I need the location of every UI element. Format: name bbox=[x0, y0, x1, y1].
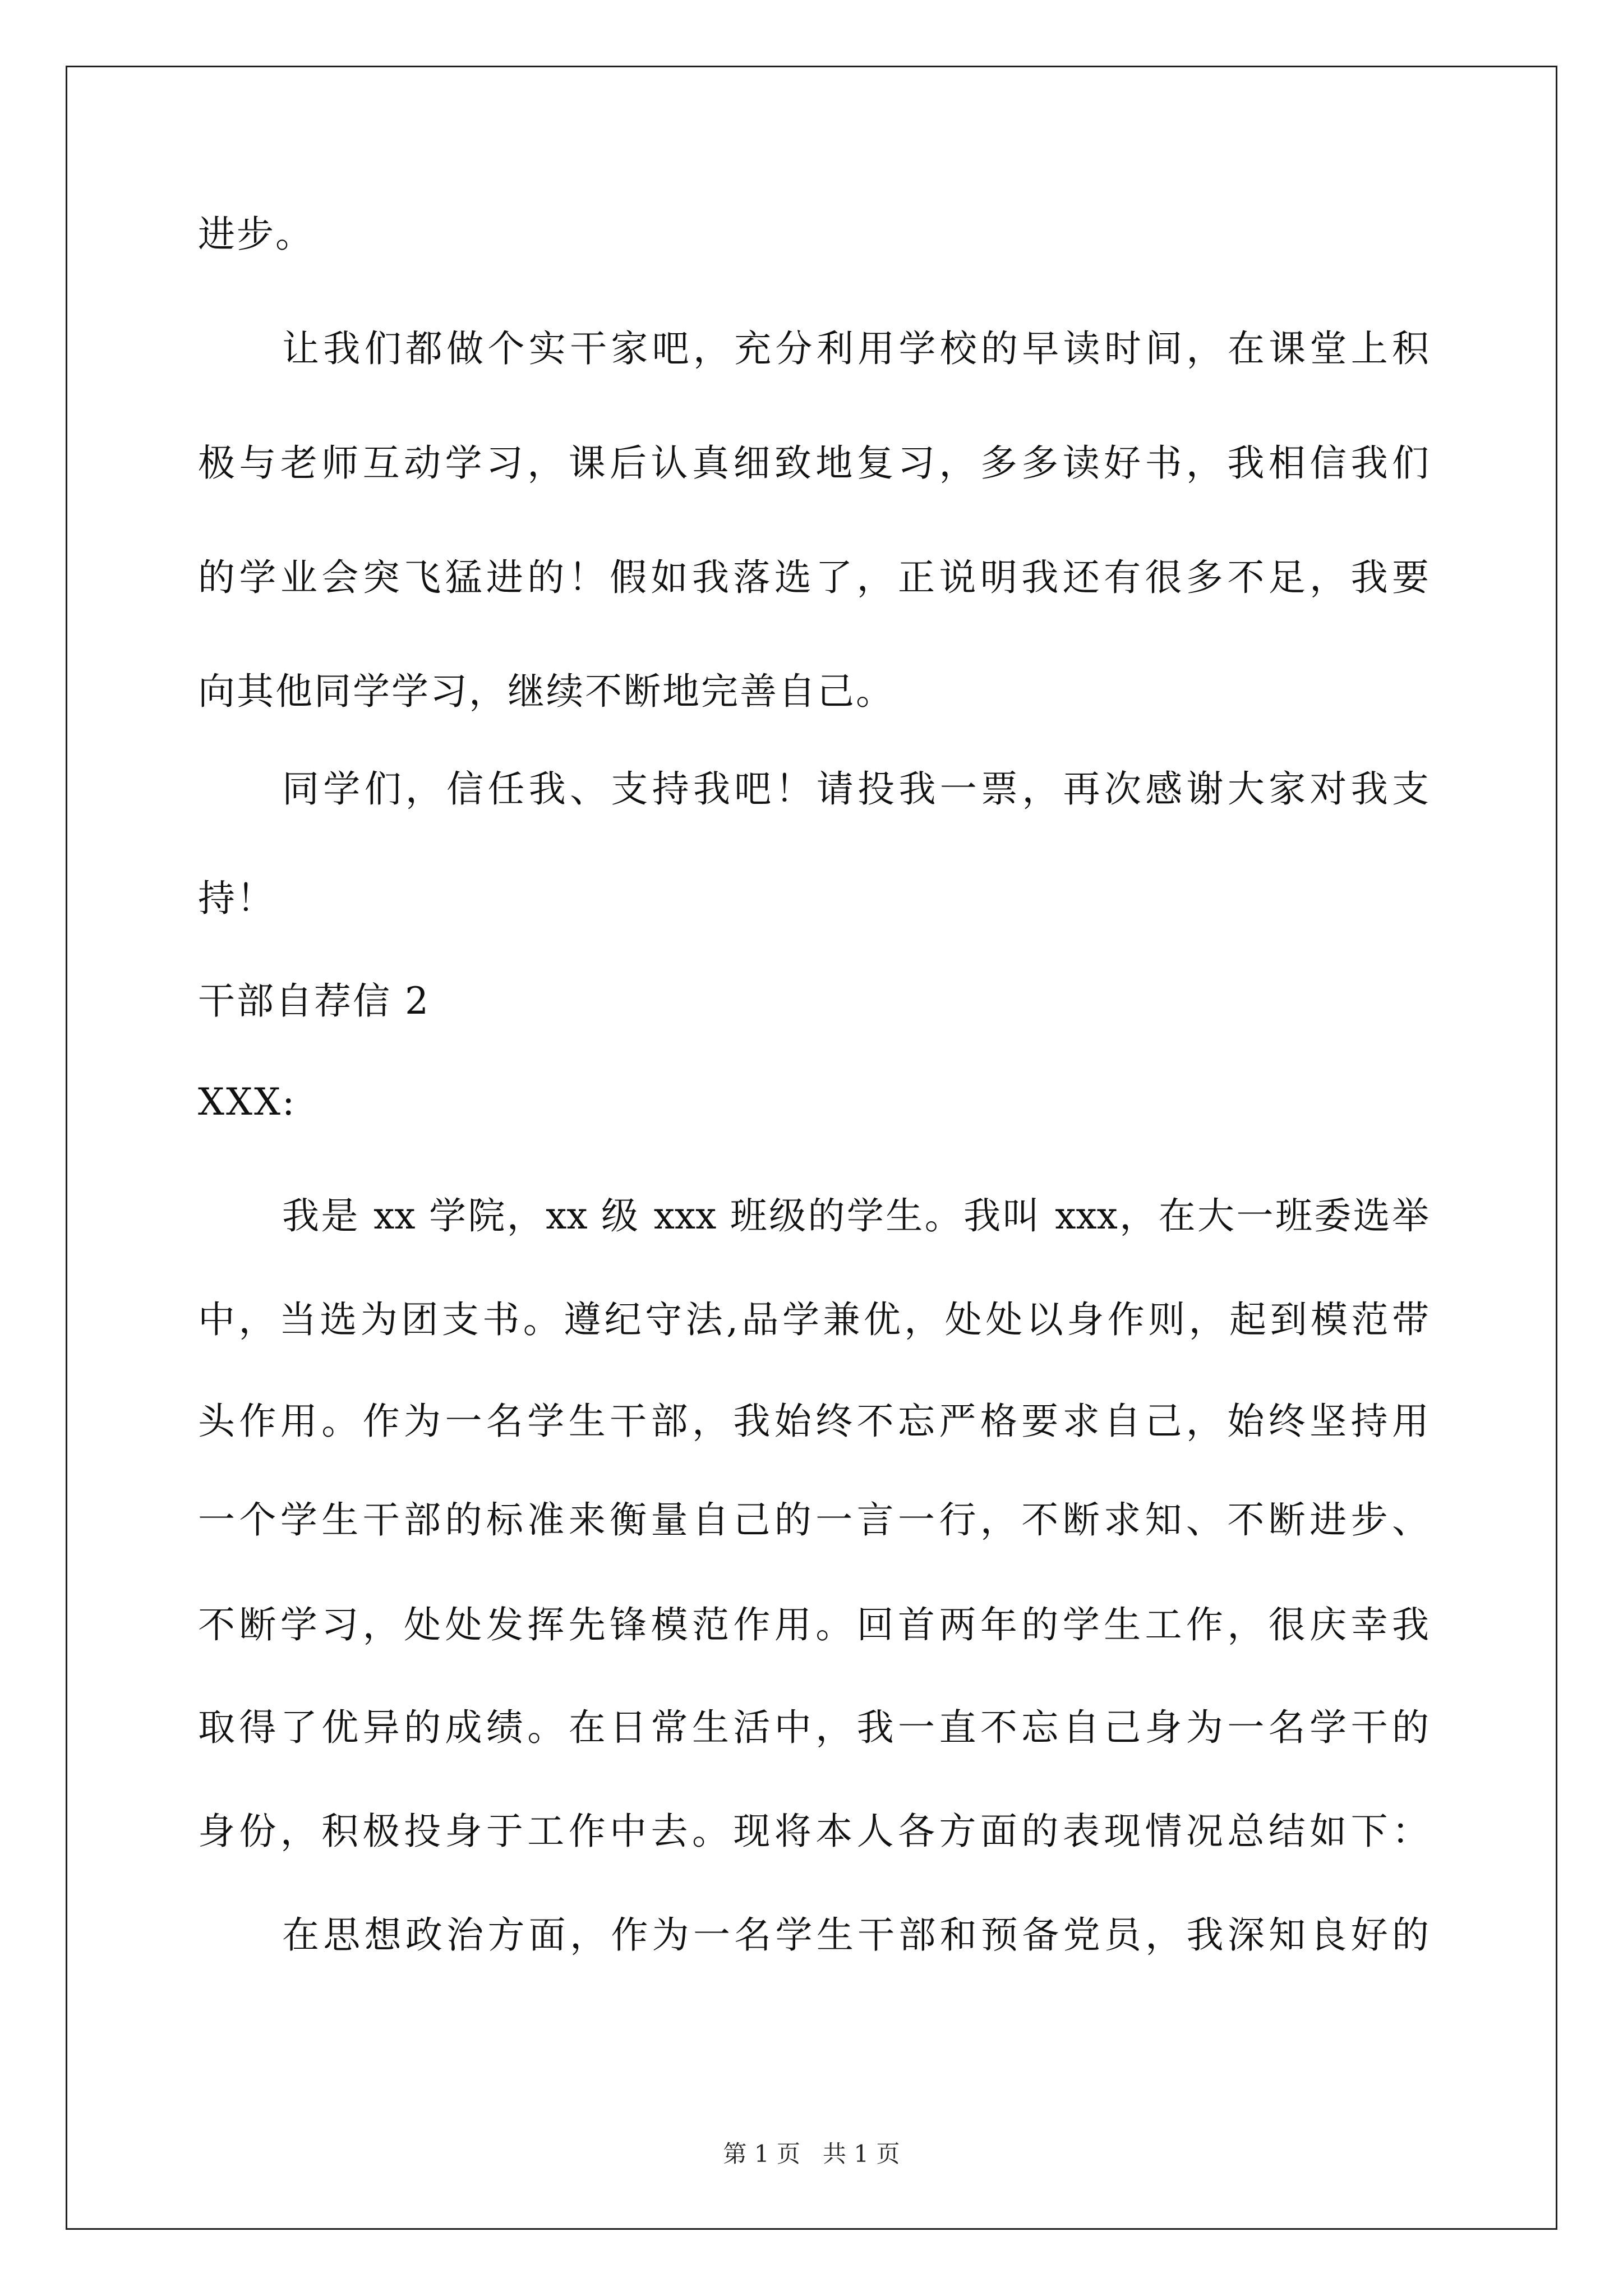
text-line: 进步。 bbox=[198, 213, 314, 256]
text-line: 不断学习，处处发挥先锋模范作用。回首两年的学生工作，很庆幸我 bbox=[198, 1603, 1429, 1646]
text-line: 身份，积极投身于工作中去。现将本人各方面的表现情况总结如下： bbox=[198, 1810, 1429, 1853]
text-line: 在思想政治方面，作为一名学生干部和预备党员，我深知良好的 bbox=[282, 1913, 1429, 1957]
page-border bbox=[66, 66, 1557, 2230]
text-line: 干部自荐信 2 bbox=[198, 979, 430, 1023]
text-line: 的学业会突飞猛进的！假如我落选了，正说明我还有很多不足，我要 bbox=[198, 556, 1429, 599]
page-footer: 第 1 页 共 1 页 bbox=[723, 2140, 900, 2168]
text-line: XXX: bbox=[198, 1080, 297, 1124]
text-line: 中，当选为团支书。遵纪守法,品学兼优，处处以身作则，起到模范带 bbox=[198, 1298, 1429, 1341]
text-line: 头作用。作为一名学生干部，我始终不忘严格要求自己，始终坚持用 bbox=[198, 1400, 1429, 1443]
text-line: 让我们都做个实干家吧，充分利用学校的早读时间，在课堂上积 bbox=[282, 327, 1429, 370]
text-line: 取得了优异的成绩。在日常生活中，我一直不忘自己身为一名学干的 bbox=[198, 1706, 1429, 1749]
text-line: 同学们，信任我、支持我吧！请投我一票，再次感谢大家对我支 bbox=[282, 767, 1429, 811]
text-line: 持！ bbox=[198, 877, 275, 920]
text-line: 极与老师互动学习，课后认真细致地复习，多多读好书，我相信我们 bbox=[198, 441, 1429, 485]
text-line: 向其他同学学习，继续不断地完善自己。 bbox=[198, 670, 895, 713]
text-line: 我是 xx 学院，xx 级 xxx 班级的学生。我叫 xxx，在大一班委选举 bbox=[282, 1194, 1429, 1237]
text-line: 一个学生干部的标准来衡量自己的一言一行，不断求知、不断进步、 bbox=[198, 1498, 1429, 1542]
